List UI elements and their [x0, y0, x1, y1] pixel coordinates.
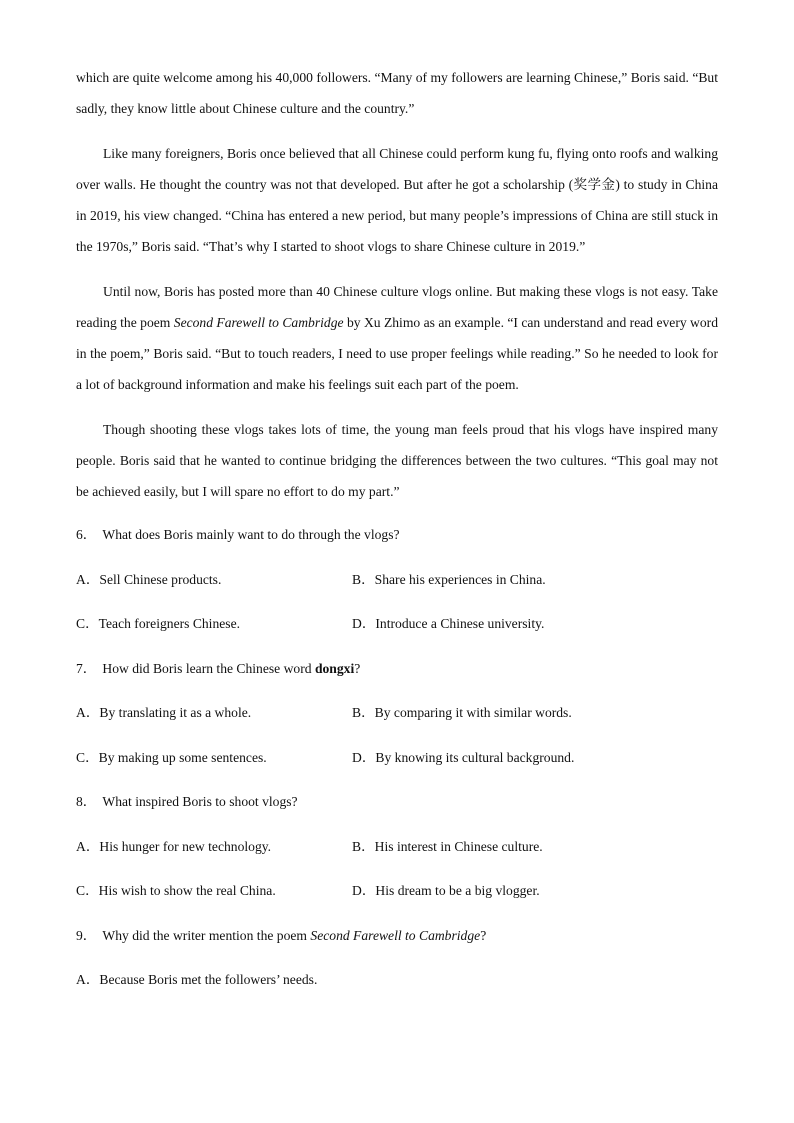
question-8-options-row-2 — [76, 881, 718, 926]
paragraph-text: which are quite welcome among his 40,000 followers. “Many of my followers are learning Chinese,” Boris said. “But sadly, they know little about Chinese culture and the country.” — [76, 70, 718, 116]
question-8-stem — [76, 792, 718, 837]
question-7-stem — [76, 659, 718, 704]
question-number: 9． — [76, 927, 97, 943]
question-text: What inspired Boris to shoot vlogs? — [102, 794, 298, 809]
passage-paragraph-1 — [76, 62, 718, 124]
option-d[interactable]: D．Introduce a Chinese university. — [352, 616, 545, 631]
question-number: 8． — [76, 794, 97, 809]
question-9-stem — [76, 926, 718, 971]
question-9-options-row-1 — [76, 970, 718, 1015]
question-text: ? — [480, 927, 487, 943]
option-a[interactable]: A．Sell Chinese products. — [76, 571, 222, 587]
option-c[interactable]: C．Teach foreigners Chinese. — [76, 616, 241, 631]
passage-paragraph-4 — [76, 414, 718, 507]
paragraph-text: by Xu Zhimo as an example. “I can understand and read every word in the poem,” Boris said. “But to touch readers, I need to use proper feelings while reading.” So he needed to look for a lot of background information and make his feelings suit each part of the poem. — [76, 315, 718, 392]
question-6-stem — [76, 525, 718, 570]
bold-word: dongxi — [314, 660, 355, 676]
question-6-options-row-1 — [76, 570, 718, 615]
question-7-options-row-2 — [76, 748, 718, 793]
question-number: 7． — [76, 660, 97, 676]
question-6-options-row-2 — [76, 614, 718, 659]
question-text: How did Boris learn the Chinese word — [102, 660, 315, 676]
option-b[interactable]: B．Share his experiences in China. — [352, 571, 546, 587]
option-a[interactable]: A．Because Boris met the followers’ needs. — [76, 972, 318, 987]
option-a[interactable]: A．His hunger for new technology. — [76, 838, 272, 854]
option-d[interactable]: D．By knowing its cultural background. — [352, 749, 575, 765]
passage-paragraph-3 — [76, 276, 718, 400]
reading-passage — [76, 62, 718, 1015]
paragraph-text: Until now, Boris has posted more than 40 Chinese culture vlogs online. But making these vlogs is not easy. Take reading the poem — [76, 284, 718, 330]
option-b[interactable]: B．By comparing it with similar words. — [352, 705, 572, 720]
paragraph-text: Like many foreigners, Boris once believed that all Chinese could perform kung fu, flying onto roofs and walking over walls. He thought the country was not that developed. But after he got a scholarship (奖学金) to study in China in 2019, his view changed. “China has entered a new period, but many people’s impressions of China are still stuck in the 1970s,” Boris said. “That’s why I started to shoot vlogs to share Chinese culture in 2019.” — [76, 146, 718, 254]
option-c[interactable]: C．His wish to show the real China. — [76, 883, 276, 898]
question-text: ? — [354, 660, 361, 676]
question-8-options-row-1 — [76, 837, 718, 882]
passage-paragraph-2 — [76, 138, 718, 262]
option-c[interactable]: C．By making up some sentences. — [76, 749, 267, 765]
question-text: What does Boris mainly want to do through the vlogs? — [102, 527, 400, 542]
poem-title: Second Farewell to Cambridge — [173, 315, 344, 330]
question-text: Why did the writer mention the poem — [102, 927, 311, 943]
option-b[interactable]: B．His interest in Chinese culture. — [352, 838, 543, 854]
poem-title: Second Farewell to Cambridge — [310, 927, 481, 943]
paragraph-text: Though shooting these vlogs takes lots of time, the young man feels proud that his vlogs have inspired many people. Boris said that he wanted to continue bridging the differences between the two cultures. “This goal may not be achieved easily, but I will spare no effort to do my part.” — [76, 422, 718, 499]
question-7-options-row-1 — [76, 703, 718, 748]
option-a[interactable]: A．By translating it as a whole. — [76, 705, 252, 720]
option-d[interactable]: D．His dream to be a big vlogger. — [352, 883, 540, 898]
question-number: 6． — [76, 527, 97, 542]
